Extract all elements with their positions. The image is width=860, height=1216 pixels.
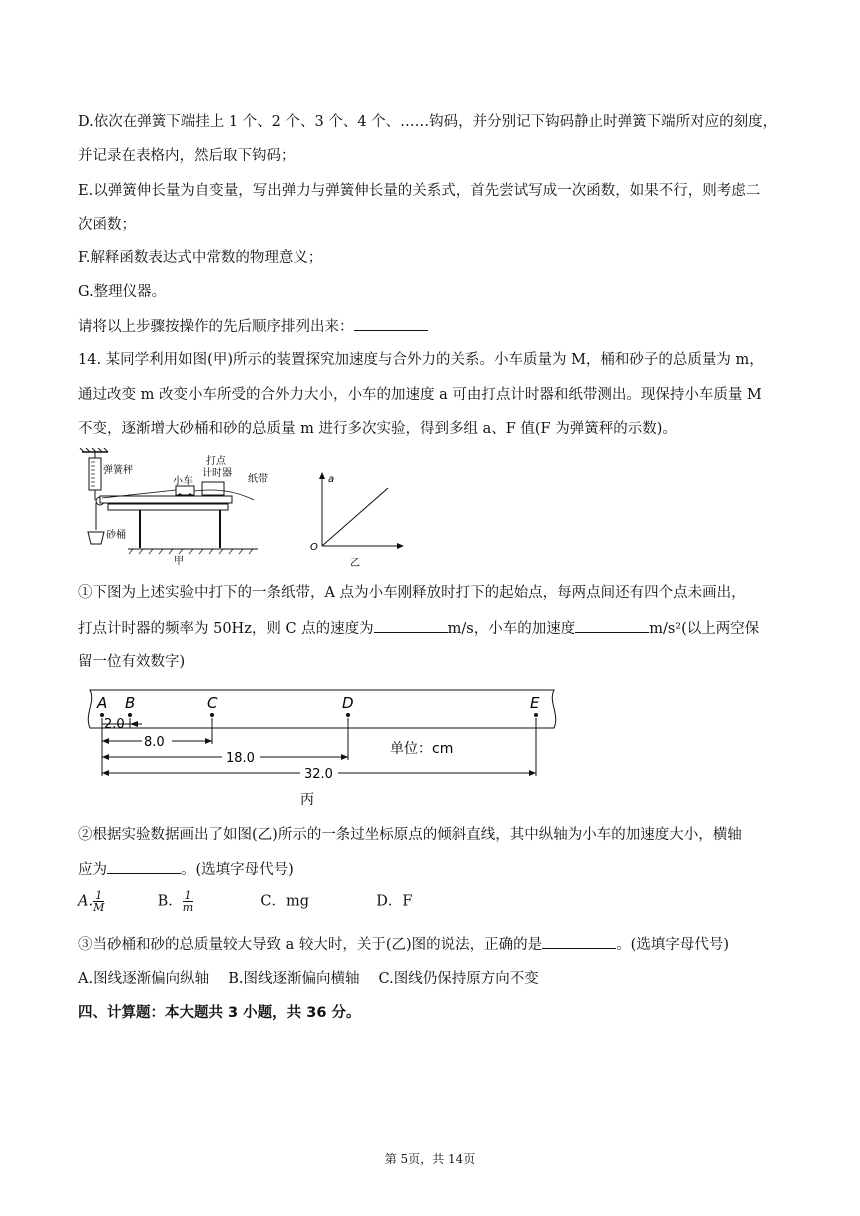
option-b-denominator: m (182, 901, 194, 914)
option-b-numerator: 1 (184, 889, 192, 902)
step-g: G.整理仪器。 (78, 284, 167, 300)
part2-line1: ②根据实验数据画出了如图(乙)所示的一条过坐标原点的倾斜直线，其中纵轴为小车的加速度大小，横轴 (78, 827, 742, 843)
point-e (534, 713, 538, 717)
answer-blank-trend[interactable] (542, 934, 616, 949)
q14-line3: 不变，逐渐增大砂桶和砂的总质量 m 进行多次实验，得到多组 a、F 值(F 为弹簧秤的示数)。 (78, 421, 677, 437)
answer-blank-order[interactable] (354, 316, 428, 331)
point-b (128, 713, 132, 717)
distance-ac: 8.0 (144, 735, 165, 750)
caption-yi: 乙 (350, 558, 360, 569)
graph-line (322, 488, 388, 546)
answer-blank-x-axis[interactable] (107, 859, 181, 874)
option-b-label: B． (157, 893, 183, 910)
option-a-fraction (93, 890, 104, 913)
distance-ab: 2.0 (104, 717, 125, 732)
label-point-c: C (207, 694, 218, 712)
part2-options (78, 890, 412, 920)
step-e-line2: 次函数； (78, 217, 136, 233)
q14-line1: 14. 某同学利用如图(甲)所示的装置探究加速度与合外力的关系。小车质量为 M，桶和砂子的总质量为 m， (78, 352, 764, 368)
label-cart: 小车 (173, 476, 193, 487)
origin-label: O (310, 542, 318, 553)
figure-jia-apparatus (78, 448, 278, 568)
y-axis-label: a (328, 474, 335, 485)
tape-outline (88, 690, 555, 728)
point-d (346, 713, 350, 717)
section-4-heading: 四、计算题：本大题共 3 小题，共 36 分。 (78, 1005, 361, 1021)
label-timer-2: 计时器 (202, 468, 232, 479)
point-c (210, 713, 214, 717)
timer (202, 482, 224, 495)
sand-bucket (88, 532, 104, 544)
distance-ad: 18.0 (226, 751, 255, 766)
part1-line1: ①下图为上述实验中打下的一条纸带，A 点为小车刚释放时打下的起始点，每两点间还有四个点未画出， (78, 585, 746, 601)
figure-bing-tape (78, 688, 568, 810)
answer-blank-velocity[interactable] (374, 618, 448, 633)
part1-text-c: m/s²(以上两空保 (649, 621, 760, 637)
label-point-a: A (97, 694, 108, 712)
part1-text-a: 打点计时器的频率为 50Hz，则 C 点的速度为 (78, 621, 374, 637)
distance-ae: 32.0 (304, 767, 333, 782)
step-d-line1: D.依次在弹簧下端挂上 1 个、2 个、3 个、4 个、……钩码，并分别记下钩码静止时弹簧下端所对应的刻度， (78, 114, 778, 130)
label-tape: 纸带 (248, 474, 268, 485)
option-a-label: A. (78, 893, 94, 910)
part1-line2 (78, 618, 759, 639)
label-sand-bucket: 砂桶 (106, 530, 126, 541)
part1-line3: 留一位有效数字) (78, 654, 186, 670)
label-point-b: B (125, 694, 136, 712)
part2-text-a: 应为 (78, 862, 107, 878)
caption-jia: 甲 (174, 556, 184, 567)
figure-yi-graph (308, 468, 408, 570)
step-f: F.解释函数表达式中常数的物理意义； (78, 250, 323, 266)
part2-text-b: 。(选填字母代号) (181, 862, 294, 878)
option-d: D．F (376, 893, 413, 910)
step-d-line2: 并记录在表格内，然后取下钩码； (78, 148, 296, 164)
part3-text-a: ③当砂桶和砂的总质量较大导致 a 较大时，关于(乙)图的说法，正确的是 (78, 937, 543, 953)
part3-options: A.图线逐渐偏向纵轴 B.图线逐渐偏向横轴 C.图线仍保持原方向不变 (78, 971, 539, 987)
part1-text-b: m/s，小车的加速度 (447, 621, 576, 637)
part3-text-b: 。(选填字母代号) (616, 937, 730, 953)
cart (176, 486, 194, 495)
page-footer: 第 5页，共 14页 (384, 1152, 476, 1166)
label-point-d: D (342, 694, 354, 712)
label-point-e: E (530, 694, 540, 712)
label-timer-1: 打点 (206, 456, 226, 467)
step-e-line1: E.以弹簧伸长量为自变量，写出弹力与弹簧伸长量的关系式，首先尝试写成一次函数，如果不行，则考虑二 (78, 183, 761, 199)
option-c: C．mg (260, 893, 310, 910)
part2-line2 (78, 859, 294, 880)
unit-label: 单位：cm (390, 741, 454, 757)
answer-blank-acceleration[interactable] (575, 618, 649, 633)
option-b-fraction (183, 890, 193, 913)
caption-bing: 丙 (300, 792, 314, 808)
order-question (78, 316, 428, 337)
option-a-numerator: 1 (93, 890, 104, 902)
part3-line1 (78, 934, 729, 955)
option-a-denominator: M (93, 901, 105, 914)
order-question-text: 请将以上步骤按操作的先后顺序排列出来： (78, 319, 354, 335)
label-spring-scale: 弹簧秤 (103, 465, 133, 476)
q14-line2: 通过改变 m 改变小车所受的合外力大小，小车的加速度 a 可由打点计时器和纸带测出。现保持小车质量 M (78, 387, 762, 403)
